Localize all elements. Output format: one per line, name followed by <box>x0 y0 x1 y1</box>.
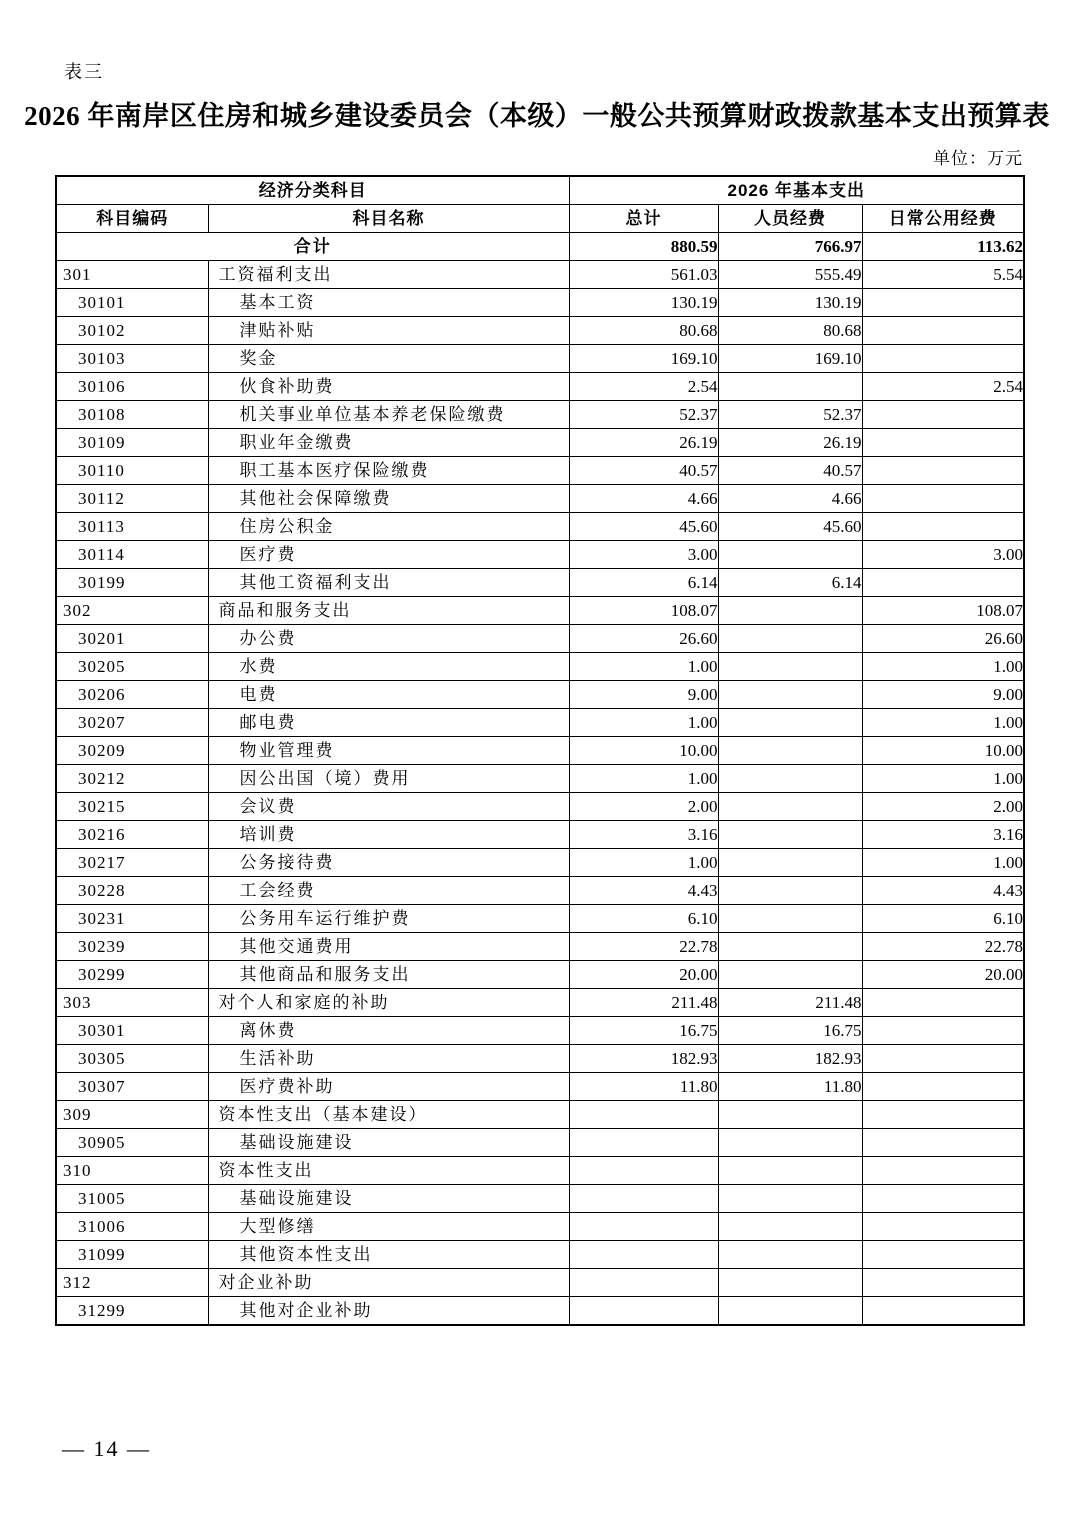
daily-cell: 6.10 <box>862 905 1024 933</box>
personnel-cell <box>718 905 862 933</box>
daily-cell: 1.00 <box>862 765 1024 793</box>
personnel-cell <box>718 793 862 821</box>
code-cell: 30228 <box>56 877 208 905</box>
code-cell: 30207 <box>56 709 208 737</box>
total-cell: 169.10 <box>569 345 718 373</box>
name-cell: 工会经费 <box>208 877 569 905</box>
total-cell <box>569 1185 718 1213</box>
daily-cell <box>862 485 1024 513</box>
personnel-cell <box>718 709 862 737</box>
total-cell: 22.78 <box>569 933 718 961</box>
name-cell: 会议费 <box>208 793 569 821</box>
daily-cell <box>862 1101 1024 1129</box>
code-cell: 30905 <box>56 1129 208 1157</box>
daily-cell <box>862 457 1024 485</box>
total-cell: 11.80 <box>569 1073 718 1101</box>
personnel-cell <box>718 373 862 401</box>
daily-cell: 22.78 <box>862 933 1024 961</box>
code-cell: 30239 <box>56 933 208 961</box>
personnel-cell <box>718 681 862 709</box>
daily-cell <box>862 345 1024 373</box>
code-cell: 30301 <box>56 1017 208 1045</box>
code-cell: 30199 <box>56 569 208 597</box>
name-cell: 物业管理费 <box>208 737 569 765</box>
name-cell: 办公费 <box>208 625 569 653</box>
daily-cell <box>862 569 1024 597</box>
code-cell: 30212 <box>56 765 208 793</box>
total-cell: 108.07 <box>569 597 718 625</box>
table-row <box>56 681 1024 709</box>
name-cell: 电费 <box>208 681 569 709</box>
personnel-cell <box>718 1269 862 1297</box>
total-cell: 80.68 <box>569 317 718 345</box>
daily-cell: 1.00 <box>862 653 1024 681</box>
name-cell: 基础设施建设 <box>208 1129 569 1157</box>
header-personnel-funds: 人员经费 <box>718 205 862 233</box>
total-cell: 4.43 <box>569 877 718 905</box>
code-cell: 30206 <box>56 681 208 709</box>
table-row <box>56 345 1024 373</box>
header-subject-name: 科目名称 <box>208 205 569 233</box>
daily-cell: 3.16 <box>862 821 1024 849</box>
code-cell: 301 <box>56 261 208 289</box>
table-row <box>56 821 1024 849</box>
total-cell: 1.00 <box>569 709 718 737</box>
personnel-cell: 16.75 <box>718 1017 862 1045</box>
personnel-cell <box>718 1297 862 1326</box>
total-row <box>56 233 1024 261</box>
daily-cell <box>862 1129 1024 1157</box>
total-cell <box>569 1213 718 1241</box>
header-subject-code: 科目编码 <box>56 205 208 233</box>
daily-cell <box>862 401 1024 429</box>
personnel-cell <box>718 625 862 653</box>
daily-cell <box>862 513 1024 541</box>
code-cell: 31006 <box>56 1213 208 1241</box>
code-cell: 30106 <box>56 373 208 401</box>
table-row <box>56 625 1024 653</box>
total-cell: 2.54 <box>569 373 718 401</box>
code-cell: 31005 <box>56 1185 208 1213</box>
total-cell: 20.00 <box>569 961 718 989</box>
personnel-cell <box>718 849 862 877</box>
personnel-cell: 211.48 <box>718 989 862 1017</box>
name-cell: 其他对企业补助 <box>208 1297 569 1326</box>
table-row <box>56 849 1024 877</box>
name-cell: 离休费 <box>208 1017 569 1045</box>
code-cell: 30112 <box>56 485 208 513</box>
personnel-cell: 130.19 <box>718 289 862 317</box>
total-cell: 2.00 <box>569 793 718 821</box>
personnel-cell: 26.19 <box>718 429 862 457</box>
personnel-cell <box>718 961 862 989</box>
total-cell: 9.00 <box>569 681 718 709</box>
code-cell: 30209 <box>56 737 208 765</box>
header-basic-expenditure: 2026 年基本支出 <box>569 176 1024 205</box>
code-cell: 30205 <box>56 653 208 681</box>
personnel-cell <box>718 1101 862 1129</box>
total-cell <box>569 1269 718 1297</box>
personnel-cell <box>718 737 862 765</box>
table-label: 表三 <box>64 62 104 82</box>
total-cell: 182.93 <box>569 1045 718 1073</box>
total-cell <box>569 1101 718 1129</box>
table-body <box>56 233 1024 1326</box>
daily-cell <box>862 1157 1024 1185</box>
name-cell: 生活补助 <box>208 1045 569 1073</box>
personnel-cell: 45.60 <box>718 513 862 541</box>
name-cell: 职工基本医疗保险缴费 <box>208 457 569 485</box>
code-cell: 30108 <box>56 401 208 429</box>
name-cell: 因公出国（境）费用 <box>208 765 569 793</box>
daily-cell <box>862 317 1024 345</box>
daily-cell: 4.43 <box>862 877 1024 905</box>
daily-cell: 2.00 <box>862 793 1024 821</box>
personnel-cell: 6.14 <box>718 569 862 597</box>
name-cell: 大型修缮 <box>208 1213 569 1241</box>
name-cell: 对企业补助 <box>208 1269 569 1297</box>
code-cell: 30216 <box>56 821 208 849</box>
table-row <box>56 429 1024 457</box>
daily-cell <box>862 1269 1024 1297</box>
name-cell: 住房公积金 <box>208 513 569 541</box>
header-daily-public-funds: 日常公用经费 <box>862 205 1024 233</box>
daily-cell <box>862 1241 1024 1269</box>
table-row <box>56 1073 1024 1101</box>
table-row <box>56 1213 1024 1241</box>
name-cell: 奖金 <box>208 345 569 373</box>
daily-cell: 113.62 <box>862 233 1024 261</box>
table-row <box>56 541 1024 569</box>
table-row <box>56 261 1024 289</box>
name-cell: 其他资本性支出 <box>208 1241 569 1269</box>
table-row <box>56 793 1024 821</box>
code-cell: 30217 <box>56 849 208 877</box>
table-row <box>56 1297 1024 1326</box>
header-group-row <box>56 176 1024 205</box>
total-cell: 211.48 <box>569 989 718 1017</box>
personnel-cell: 80.68 <box>718 317 862 345</box>
header-columns-row <box>56 205 1024 233</box>
personnel-cell: 52.37 <box>718 401 862 429</box>
personnel-cell <box>718 1185 862 1213</box>
personnel-cell: 766.97 <box>718 233 862 261</box>
daily-cell: 26.60 <box>862 625 1024 653</box>
table-row <box>56 1157 1024 1185</box>
table-row <box>56 513 1024 541</box>
total-label-cell: 合计 <box>56 233 569 261</box>
table-row <box>56 597 1024 625</box>
table-row <box>56 961 1024 989</box>
table-row <box>56 289 1024 317</box>
personnel-cell <box>718 541 862 569</box>
table-row <box>56 457 1024 485</box>
table-row <box>56 1129 1024 1157</box>
total-cell: 52.37 <box>569 401 718 429</box>
header-economic-classification: 经济分类科目 <box>56 176 569 205</box>
name-cell: 商品和服务支出 <box>208 597 569 625</box>
code-cell: 30201 <box>56 625 208 653</box>
code-cell: 31299 <box>56 1297 208 1326</box>
code-cell: 30113 <box>56 513 208 541</box>
name-cell: 水费 <box>208 653 569 681</box>
daily-cell <box>862 989 1024 1017</box>
total-cell: 26.19 <box>569 429 718 457</box>
total-cell: 40.57 <box>569 457 718 485</box>
personnel-cell <box>718 653 862 681</box>
daily-cell: 1.00 <box>862 849 1024 877</box>
table-row <box>56 653 1024 681</box>
name-cell: 对个人和家庭的补助 <box>208 989 569 1017</box>
code-cell: 30215 <box>56 793 208 821</box>
budget-table <box>55 175 1025 1326</box>
table-row <box>56 317 1024 345</box>
code-cell: 30231 <box>56 905 208 933</box>
total-cell: 45.60 <box>569 513 718 541</box>
total-cell <box>569 1157 718 1185</box>
daily-cell <box>862 1185 1024 1213</box>
personnel-cell: 182.93 <box>718 1045 862 1073</box>
table-row <box>56 905 1024 933</box>
code-cell: 312 <box>56 1269 208 1297</box>
personnel-cell <box>718 821 862 849</box>
name-cell: 资本性支出 <box>208 1157 569 1185</box>
daily-cell <box>862 1073 1024 1101</box>
personnel-cell: 11.80 <box>718 1073 862 1101</box>
page-number: — 14 — <box>62 1436 151 1461</box>
total-cell: 3.00 <box>569 541 718 569</box>
code-cell: 310 <box>56 1157 208 1185</box>
total-cell <box>569 1129 718 1157</box>
personnel-cell <box>718 933 862 961</box>
code-cell: 302 <box>56 597 208 625</box>
table-header <box>56 176 1024 233</box>
table-row <box>56 709 1024 737</box>
name-cell: 基本工资 <box>208 289 569 317</box>
name-cell: 其他商品和服务支出 <box>208 961 569 989</box>
code-cell: 30305 <box>56 1045 208 1073</box>
total-cell: 130.19 <box>569 289 718 317</box>
total-cell: 1.00 <box>569 849 718 877</box>
name-cell: 职业年金缴费 <box>208 429 569 457</box>
name-cell: 其他社会保障缴费 <box>208 485 569 513</box>
personnel-cell <box>718 1157 862 1185</box>
code-cell: 30110 <box>56 457 208 485</box>
daily-cell <box>862 1045 1024 1073</box>
total-cell: 26.60 <box>569 625 718 653</box>
daily-cell <box>862 289 1024 317</box>
total-cell <box>569 1297 718 1326</box>
code-cell: 303 <box>56 989 208 1017</box>
total-cell: 10.00 <box>569 737 718 765</box>
personnel-cell <box>718 597 862 625</box>
total-cell: 561.03 <box>569 261 718 289</box>
table-row <box>56 373 1024 401</box>
personnel-cell <box>718 1129 862 1157</box>
table-row <box>56 933 1024 961</box>
total-cell: 880.59 <box>569 233 718 261</box>
daily-cell: 1.00 <box>862 709 1024 737</box>
unit-note: 单位：万元 <box>933 149 1023 168</box>
total-cell: 6.14 <box>569 569 718 597</box>
code-cell: 31099 <box>56 1241 208 1269</box>
daily-cell <box>862 1017 1024 1045</box>
table-row <box>56 765 1024 793</box>
daily-cell: 108.07 <box>862 597 1024 625</box>
personnel-cell <box>718 1241 862 1269</box>
name-cell: 邮电费 <box>208 709 569 737</box>
name-cell: 基础设施建设 <box>208 1185 569 1213</box>
total-cell: 16.75 <box>569 1017 718 1045</box>
total-cell: 1.00 <box>569 765 718 793</box>
daily-cell: 3.00 <box>862 541 1024 569</box>
name-cell: 医疗费 <box>208 541 569 569</box>
total-cell: 6.10 <box>569 905 718 933</box>
daily-cell <box>862 1297 1024 1326</box>
table-row <box>56 989 1024 1017</box>
table-row <box>56 1045 1024 1073</box>
code-cell: 309 <box>56 1101 208 1129</box>
daily-cell: 5.54 <box>862 261 1024 289</box>
name-cell: 培训费 <box>208 821 569 849</box>
daily-cell: 10.00 <box>862 737 1024 765</box>
header-total: 总计 <box>569 205 718 233</box>
table-row <box>56 569 1024 597</box>
daily-cell: 9.00 <box>862 681 1024 709</box>
name-cell: 公务接待费 <box>208 849 569 877</box>
total-cell <box>569 1241 718 1269</box>
table-row <box>56 401 1024 429</box>
personnel-cell: 169.10 <box>718 345 862 373</box>
total-cell: 1.00 <box>569 653 718 681</box>
table-row <box>56 485 1024 513</box>
total-cell: 4.66 <box>569 485 718 513</box>
name-cell: 资本性支出（基本建设） <box>208 1101 569 1129</box>
personnel-cell: 4.66 <box>718 485 862 513</box>
name-cell: 其他交通费用 <box>208 933 569 961</box>
name-cell: 津贴补贴 <box>208 317 569 345</box>
code-cell: 30102 <box>56 317 208 345</box>
daily-cell <box>862 429 1024 457</box>
table-row <box>56 1101 1024 1129</box>
table-row <box>56 737 1024 765</box>
name-cell: 工资福利支出 <box>208 261 569 289</box>
personnel-cell <box>718 877 862 905</box>
personnel-cell <box>718 765 862 793</box>
personnel-cell: 555.49 <box>718 261 862 289</box>
code-cell: 30109 <box>56 429 208 457</box>
code-cell: 30101 <box>56 289 208 317</box>
code-cell: 30114 <box>56 541 208 569</box>
table-row <box>56 877 1024 905</box>
daily-cell: 20.00 <box>862 961 1024 989</box>
daily-cell: 2.54 <box>862 373 1024 401</box>
code-cell: 30307 <box>56 1073 208 1101</box>
daily-cell <box>862 1213 1024 1241</box>
name-cell: 医疗费补助 <box>208 1073 569 1101</box>
personnel-cell: 40.57 <box>718 457 862 485</box>
table-row <box>56 1185 1024 1213</box>
total-cell: 3.16 <box>569 821 718 849</box>
name-cell: 公务用车运行维护费 <box>208 905 569 933</box>
name-cell: 其他工资福利支出 <box>208 569 569 597</box>
code-cell: 30103 <box>56 345 208 373</box>
table-row <box>56 1269 1024 1297</box>
personnel-cell <box>718 1213 862 1241</box>
table-row <box>56 1017 1024 1045</box>
table-row <box>56 1241 1024 1269</box>
name-cell: 伙食补助费 <box>208 373 569 401</box>
code-cell: 30299 <box>56 961 208 989</box>
page-title: 2026 年南岸区住房和城乡建设委员会（本级）一般公共预算财政拨款基本支出预算表 <box>24 101 1050 131</box>
name-cell: 机关事业单位基本养老保险缴费 <box>208 401 569 429</box>
